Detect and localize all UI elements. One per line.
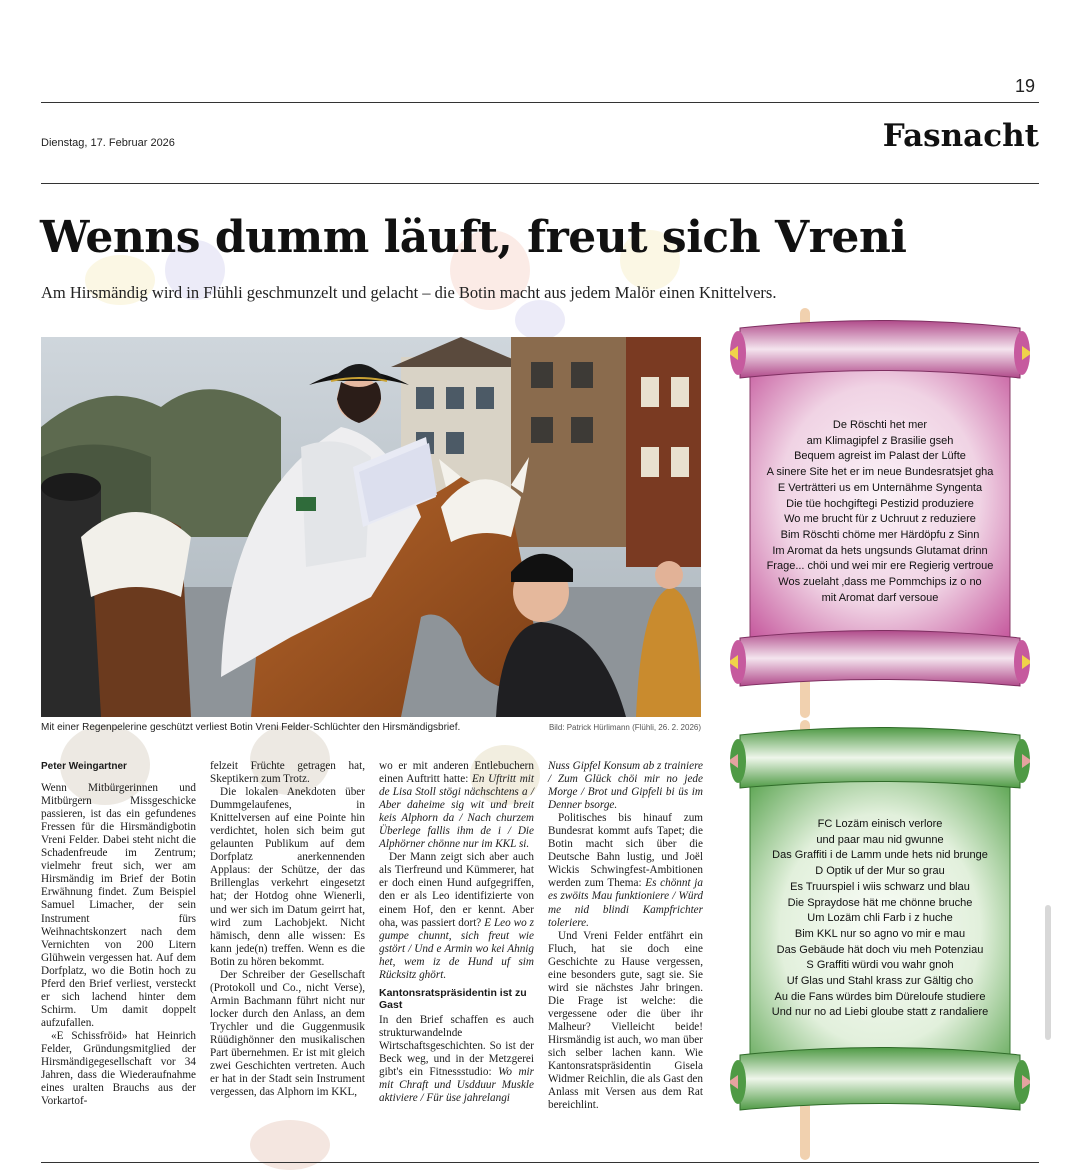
photo-illustration [41,337,701,717]
verse-line: Die tüe hochgiftegi Pestizid produziere [786,497,974,510]
verse-quote: Wo mir mit Chraft und Usdduur Muskle aktiviere / Für üse jahrelangi [379,1065,534,1105]
header-rule-top [41,102,1039,103]
page-number: 19 [1014,76,1035,96]
verse-line: und paar mau nid gwunne [816,833,944,846]
verse-poem-1 [750,418,1010,606]
article-column-1 [41,760,196,1108]
paragraph [379,760,534,851]
verse-line: Das Gebäude hät doch viu meh Potenziau [776,943,984,956]
paragraph: felzeit Früchte getragen hat, Skeptikern zum Trotz. [210,760,365,786]
verse-line: S Graffiti würdi vou wahr gnoh [806,959,954,972]
paragraph [548,760,703,812]
paragraph [379,1014,534,1105]
verse-line: FC Lozäm einisch verlore [817,818,943,830]
verse-line: De Röschti het mer [832,419,928,431]
paragraph: Die lokalen Anekdoten über Dummgelaufenes, in Knittelversen auf eine Pointe hin verdichtet, holen sich beim gut gelaunten Publikum auf dem Dorfplatz anerkennenden Applaus: der Schütze, der das Brillenglas verkehrt eingesetzt hat; der Hotdog ohne Wienerli, und wer sich im Datum geirrt hat, wird zum Lachobjekt. Nicht hämisch, denn alle wissen: Es kann jede(n) treffen. Wenn es die Botin zu hören bekommt. [210,786,365,968]
verse-line: Frage... chöi und wei mir ere Regierig vertroue [766,560,994,573]
verse-line: Im Aromat da hets ungsunds Glutamat drinn [772,544,988,557]
verse-quote: En Uftritt mit de Lisa Stoll stögi nächschtens a / Aber daheime sig wit und breit keis Alphorn da / Nach churzem Überlege fallis ihm de i / Die Alphörner chönne nur im KKL si. [379,773,534,851]
paragraph-text: wo er mit anderen Entlebuchern einen Auftritt hatte: [379,760,534,786]
page-top-margin [0,0,1079,24]
article-headline: Wenns dumm läuft, freut sich Vreni [40,212,907,263]
scrollbar-thumb[interactable] [1045,905,1051,1040]
verse-line: Wo me brucht für z Uchruut z reduziere [784,513,976,526]
verse-line: Au die Fans würdes bim Düreloufe studiere [774,990,986,1003]
paragraph-text: Der Mann zeigt sich aber auch als Tierfreund und Kümmerer, hat er doch einen Hund aufgegriffen, den er als Leo identifizierte von einem Hof, den er kennt. Aber oha, was passiert dort? [379,851,534,929]
verse-scroll-pink [730,308,1030,718]
paragraph-text: In den Brief schaffen es auch strukturwandelnde Wirtschaftsgeschichten. So ist der Beck weg, und in der Metzgerei gibt's ein Fitnessstudio: [379,1013,534,1078]
paragraph: Wenn Mitbürgerinnen und Mitbürgern Missgeschicke passieren, ist das ein gefundenes Fressen für die Hirsmändigbotin Vreni Felder. Dabei steht nicht die Schadenfreude im Zentrum; vielmehr freut sich, wer am Hirsmändig im Brief der Botin Erwähnung findet. Zum Beispiel Samuel Limacher, der sein Instrument fürs Weihnachtskonzert nach dem Vernichten von 200 Litern Glühwein vergessen hat. Auf dem Dorfplatz, wo die Botin hoch zu Pferd den Brief verliest, versteckt er sich lachend hinter dem Schirm. Um damit doppelt aufzufallen. [41,782,196,1029]
article-column-2 [210,760,365,1099]
verse-quote: Es chönnt ja es zwöits Mau funktioniere / Würd me nid blindi Kampfrichter toleriere. [548,877,704,929]
verse-quote: Nuss Gipfel Konsum ab z trainiere / Zum Glück chöi mir no jede Morge / Brot und Gipfeli bi üs im Denner bsorge. [548,760,703,812]
verse-line: Bequem agreist im Palast der Lüfte [794,450,966,463]
verse-line: Um Lozäm chli Farb i z huche [807,912,953,925]
section-title: Fasnacht [882,118,1039,154]
paragraph-text: Politisches bis hinauf zum Bundesrat kommt aufs Tapet; die Botin macht sich über die Deutsche Bahn lustig, und Joël Wickis Schwingfest-Ambitionen werden zum Thema: [548,812,703,890]
issue-date: Dienstag, 17. Februar 2026 [41,137,175,149]
article-column-4 [548,760,703,1112]
photo-caption-bar [41,722,701,733]
article-subheadline: Am Hirsmändig wird in Flühli geschmunzelt und gelacht – die Botin macht aus jedem Malör einen Knittelvers. [41,283,777,302]
photo-caption: Mit einer Regenpelerine geschützt verliest Botin Vreni Felder-Schlüchter den Hirsmändigsbrief. [41,722,461,733]
verse-poem-2 [750,817,1010,1021]
paragraph: Und Vreni Felder entfährt ein Fluch, hat sie doch eine Geschichte zu Hause vergessen, eine besonders gute, sagt sie. Sie wird sie nächstes Jahr bringen. Die Frage ist welche: die vergessene oder die über ihr Malheur? Vielleicht beide! Hirsmändig ist auch, wo man über sich selber lachen kann. Wie Kantonsratspräsidentin Gisela Widmer Reichlin, die als Gast den Anlass mit Versen aus dem Rat bereichlint. [548,929,703,1112]
verse-line: am Klimagipfel z Brasilie gseh [806,434,954,447]
verse-line: Bim Röschti chöme mer Härdöpfu z Sinn [780,528,980,541]
article-column-3 [379,760,534,1105]
footer-rule [41,1162,1039,1163]
verse-line: A sinere Site het er im neue Bundesratsjet gha [766,466,994,479]
article-subtitle: Kantonsratspräsidentin ist zu Gast [379,986,527,1012]
photo-credit: Bild: Patrick Hürlimann (Flühli, 26. 2. 2026) [548,723,701,732]
paragraph: Der Schreiber der Gesellschaft (Protokoll und Co., nicht Verse), Armin Bachmann führt nicht nur locker durch den Anlass, an dem Trychler und die Guggenmusik Rüüdighönner den musikalischen Part übernehmen. Er ist mit gleich zwei Geschichten vertreten. Auch er hat in der Stadt sein Instrument vergessen, das Alphorn im KKL, [210,968,365,1099]
paragraph: «E Schissfröid» hat Heinrich Felder, Gründungsmitglied der Hirsmändigegesellschaft vor 34 Jahren, dass die Wiederaufnahme eines uralten Brauchs aus der Vorkartof- [41,1029,196,1108]
verse-line: Uf Glas und Stahl krass zur Gältig cho [786,975,974,988]
verse-line: Und nur no ad Liebi gloube statt z randaliere [771,1006,989,1019]
verse-line: Die Spraydose hät me chönne bruche [787,896,973,909]
author-byline: Peter Weingartner [41,761,127,772]
verse-line: Wos zuelaht ‚dass me Pommchips iz o no [778,576,982,589]
verse-line: Es Truurspiel i wiis schwarz und blau [790,880,970,893]
verse-scroll-green [730,720,1030,1160]
verse-quote: E Leo wo z gumpe chunnt, sich freut wie gstört / Und e Armin wo kei Ahnig het, wem iz de Hund uf sim Rücksitz ghört. [379,916,534,981]
paragraph [379,851,534,981]
header-rule-bottom [41,183,1039,184]
verse-line: E Verträtteri us em Unternähme Syngenta [777,481,983,494]
verse-line: Bim KKL nur so agno vo mir e mau [794,927,966,940]
verse-line: D Optik uf der Mur so grau [815,865,945,878]
paragraph [548,812,703,929]
verse-line: Das Graffiti i de Lamm unde hets nid brunge [772,849,988,862]
background-decoration [515,300,565,340]
verse-line: mit Aromat darf versoue [821,591,939,604]
article-photo [41,337,701,717]
